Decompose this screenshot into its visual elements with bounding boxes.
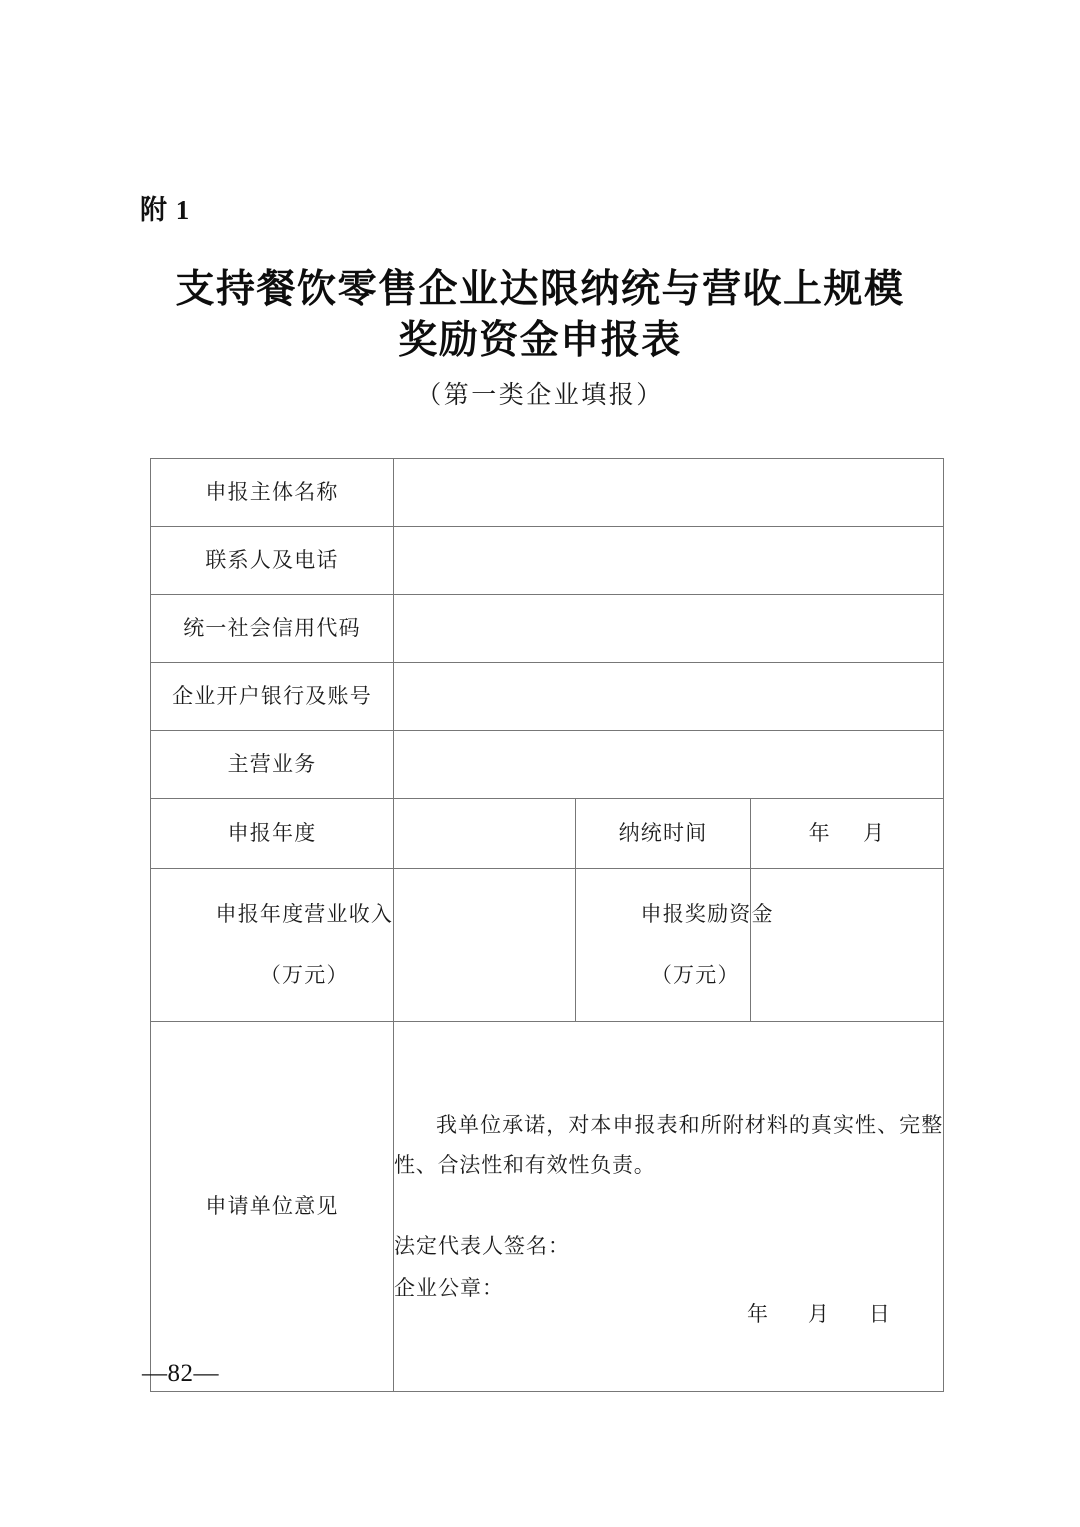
field-value-award-amount[interactable] — [751, 869, 944, 1022]
signature-date-line: 年 月 日 — [747, 1301, 892, 1326]
application-form-table — [150, 458, 944, 1392]
field-label-award-amount-unit: （万元） — [650, 963, 740, 988]
field-label-annual-revenue-line1: 申报年度营业收入 — [215, 902, 394, 927]
field-label-contact-person-phone: 联系人及电话 — [151, 527, 394, 595]
field-value-annual-revenue[interactable] — [394, 869, 576, 1022]
field-label-main-business: 主营业务 — [151, 731, 394, 799]
attachment-label: 附 1 — [140, 195, 191, 225]
legal-representative-signature-label: 法定代表人签名： — [394, 1233, 570, 1258]
field-value-credit-code[interactable] — [394, 595, 944, 663]
field-value-applicant-opinion[interactable] — [394, 1022, 944, 1392]
field-label-annual-revenue-unit: （万元） — [259, 963, 349, 988]
signature-spacer — [394, 1185, 943, 1225]
field-label-award-amount — [576, 869, 774, 1022]
field-value-main-business[interactable] — [394, 731, 944, 799]
field-label-application-year: 申报年度 — [151, 799, 394, 869]
commitment-statement: 我单位承诺，对本申报表和所附材料的真实性、完整性、合法性和有效性负责。 — [394, 1112, 944, 1177]
document-title-line-1: 支持餐饮零售企业达限纳统与营收上规模 — [175, 268, 905, 311]
field-label-annual-revenue — [151, 869, 394, 1022]
table-row — [151, 731, 944, 799]
field-label-inclusion-time: 纳统时间 — [576, 799, 751, 869]
page-number: —82— — [142, 1360, 219, 1387]
field-label-applicant-opinion: 申请单位意见 — [151, 1022, 394, 1392]
table-row — [151, 663, 944, 731]
field-label-award-amount-line1: 申报奖励资金 — [640, 902, 774, 927]
table-row — [151, 527, 944, 595]
field-label-applicant-name: 申报主体名称 — [151, 459, 394, 527]
table-row — [151, 595, 944, 663]
table-row — [151, 869, 944, 1022]
field-label-credit-code: 统一社会信用代码 — [151, 595, 394, 663]
field-value-bank-account[interactable] — [394, 663, 944, 731]
document-subtitle: （第一类企业填报） — [416, 382, 664, 409]
table-row — [151, 459, 944, 527]
field-value-applicant-name[interactable] — [394, 459, 944, 527]
field-value-inclusion-time[interactable]: 年 月 — [751, 799, 944, 869]
field-value-application-year[interactable] — [394, 799, 576, 869]
table-row — [151, 1022, 944, 1392]
company-seal-label: 企业公章： — [394, 1275, 504, 1300]
table-row — [151, 799, 944, 869]
document-title-line-2: 奖励资金申报表 — [398, 319, 682, 362]
field-label-bank-account: 企业开户银行及账号 — [151, 663, 394, 731]
title-block — [0, 264, 1080, 413]
field-value-contact-person-phone[interactable] — [394, 527, 944, 595]
